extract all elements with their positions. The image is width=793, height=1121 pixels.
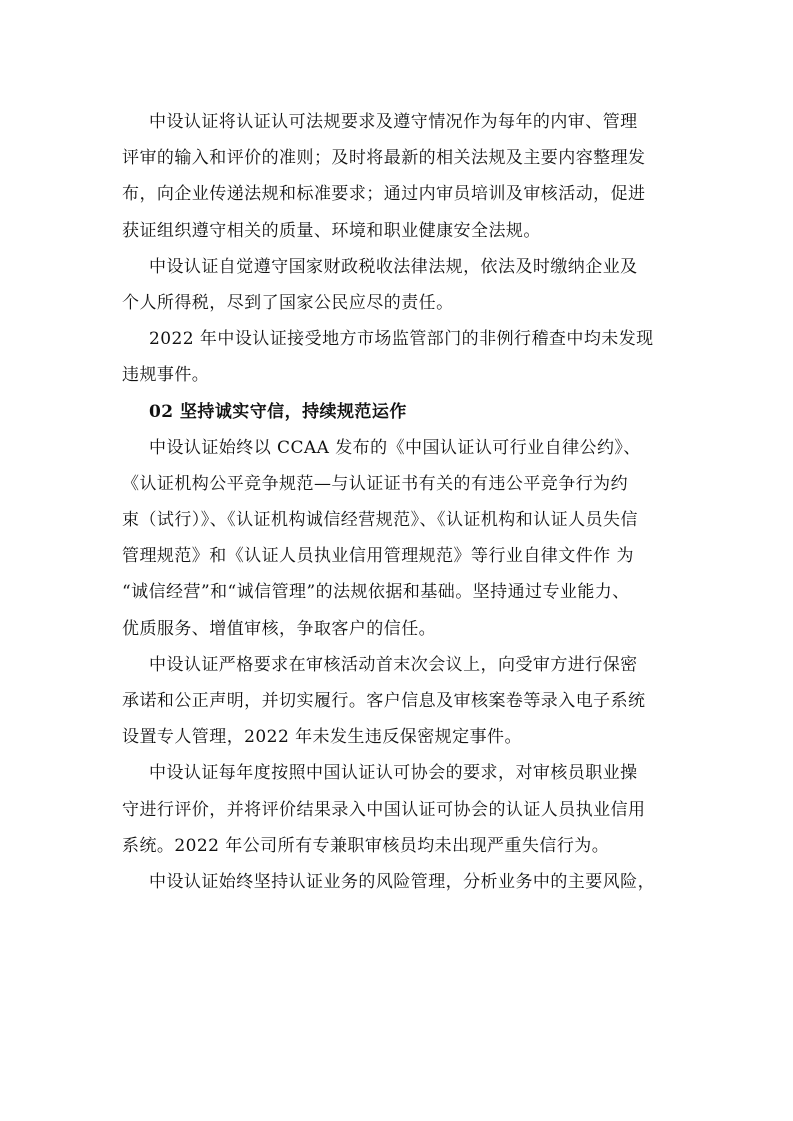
- text-line: 《认证机构公平竞争规范—与认证证书有关的有违公平竞争行为约: [122, 473, 629, 494]
- text-line: “诚信经营”和“诚信管理”的法规依据和基础。坚持通过专业能力、: [122, 582, 630, 603]
- text-line: 布，向企业传递法规和标准要求；通过内审员培训及审核活动，促进: [122, 184, 646, 205]
- text-line: 系统。2022 年公司所有专兼职审核员均未出现严重失信行为。: [122, 835, 610, 856]
- section-heading: [122, 394, 682, 430]
- text-line: 中设认证自觉遵守国家财政税收法律法规，依法及时缴纳企业及: [149, 256, 638, 277]
- text-line: 管理规范》和《认证人员执业信用管理规范》等行业自律文件作 为: [122, 546, 634, 567]
- text-line: 中设认证每年度按照中国认证认可协会的要求，对审核员职业操: [149, 763, 638, 784]
- text-line: 评审的输入和评价的准则；及时将最新的相关法规及主要内容整理发: [122, 148, 646, 169]
- text-line: 中设认证严格要求在审核活动首末次会议上，向受审方进行保密: [149, 654, 638, 675]
- text-line: 违规事件。: [122, 365, 210, 386]
- text-line: 中设认证始终坚持认证业务的风险管理，分析业务中的主要风险，: [149, 871, 656, 892]
- paragraph-risk-management: [122, 864, 682, 900]
- text-line: 中设认证将认证认可法规要求及遵守情况作为每年的内审、管理: [149, 112, 638, 132]
- text-line: 设置专人管理，2022 年未发生违反保密规定事件。: [122, 727, 522, 748]
- text-line: 获证组织遵守相关的质量、环境和职业健康安全法规。: [122, 220, 541, 241]
- text-line: 中设认证始终以 CCAA 发布的《中国认证认可行业自律公约》、: [149, 437, 641, 458]
- paragraph-tax-compliance: [122, 249, 682, 321]
- paragraph-regulation-compliance: [122, 104, 682, 249]
- section-heading-text: 02 坚持诚实守信，持续规范运作: [149, 401, 407, 422]
- text-line: 优质服务、增值审核，争取客户的信任。: [122, 618, 437, 639]
- text-line: 2022 年中设认证接受地方市场监管部门的非例行稽查中均未发现: [149, 329, 654, 350]
- document-body: [122, 104, 682, 900]
- text-line: 束（试行）》、《认证机构诚信经营规范》、《认证机构和认证人员失信: [122, 510, 638, 531]
- text-line: 承诺和公正声明，并切实履行。客户信息及审核案卷等录入电子系统: [122, 691, 646, 711]
- text-line: 个人所得税，尽到了国家公民应尽的责任。: [122, 292, 454, 313]
- paragraph-auditor-evaluation: [122, 755, 682, 864]
- paragraph-industry-self-discipline: [122, 430, 682, 647]
- paragraph-inspection-result: [122, 321, 682, 393]
- text-line: 守进行评价，并将评价结果录入中国认证可协会的认证人员执业信用: [122, 799, 646, 820]
- paragraph-confidentiality: [122, 647, 682, 756]
